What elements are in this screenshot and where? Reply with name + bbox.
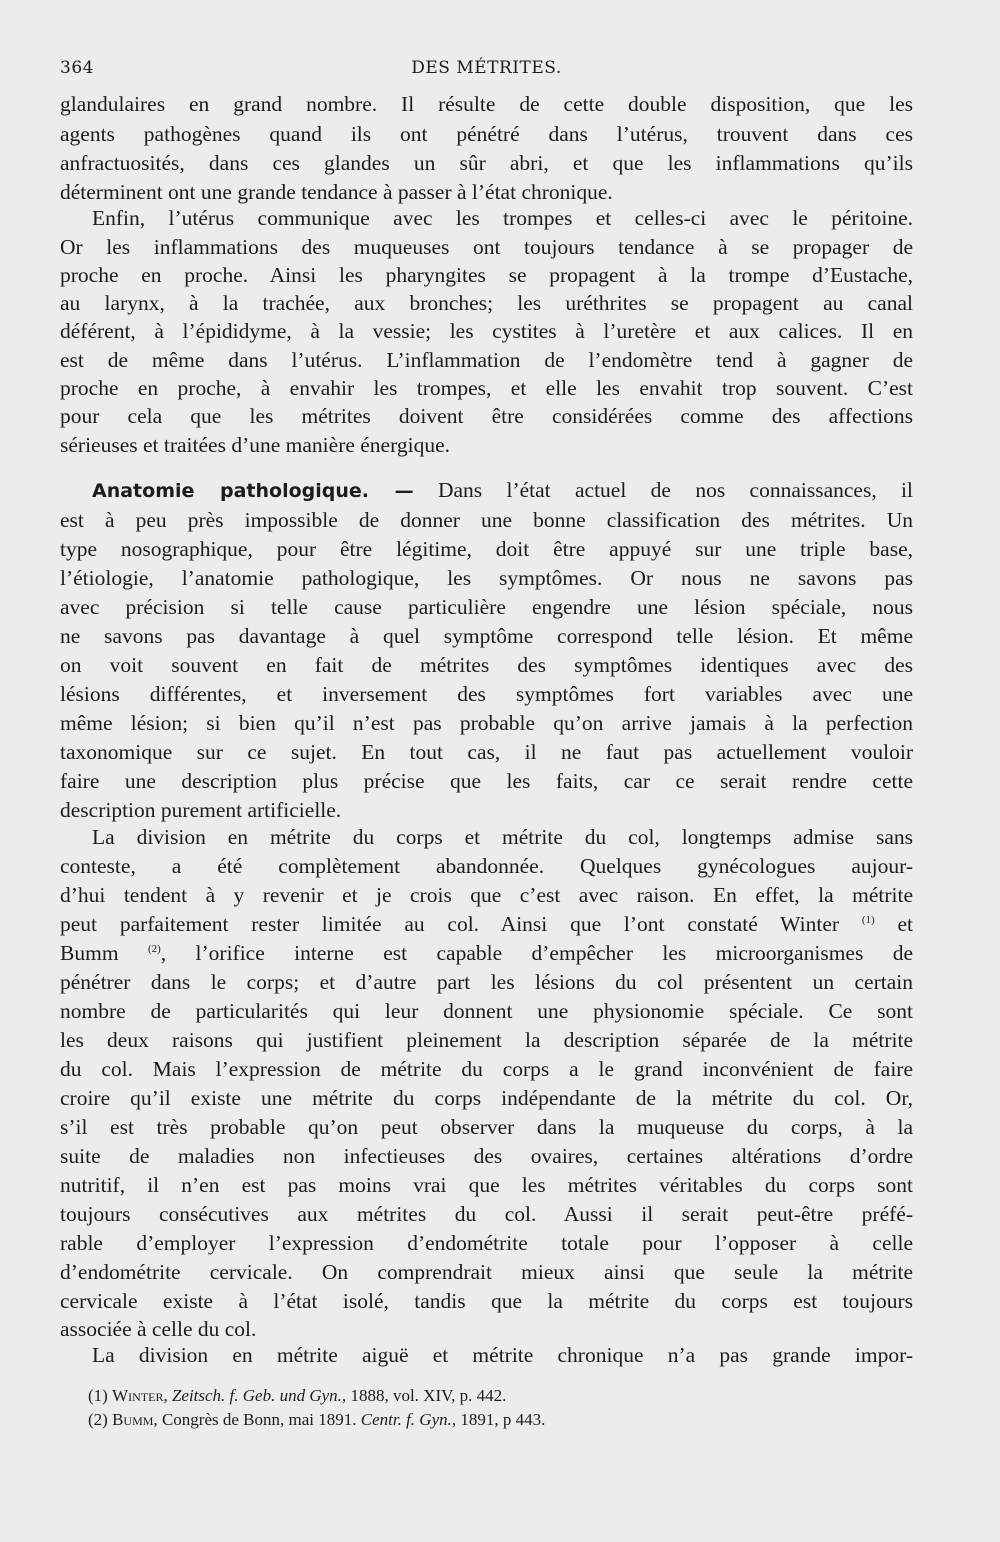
text-segment: Bumm xyxy=(60,941,119,965)
text-line: pour cela que les métrites doivent être considérées comme des affections xyxy=(60,404,913,428)
text-line: agents pathogènes quand ils ont pénétré dans l’utérus, trouvent dans ces xyxy=(60,122,913,146)
text-line: anfractuosités, dans ces glandes un sûr abri, et que les inflammations qu’ils xyxy=(60,151,913,175)
text-line: proche en proche, à envahir les trompes, et elle les envahit trop souvent. C’est xyxy=(60,376,913,400)
text-line: croire qu’il existe une métrite du corps indépendante de la métrite du col. Or, xyxy=(60,1086,913,1110)
text-line: d’endométrite cervicale. On comprendrait mieux ainsi que seule la métrite xyxy=(60,1260,913,1284)
text-line: est de même dans l’utérus. L’inflammation de l’endomètre tend à gagner de xyxy=(60,348,913,372)
text-line: d’hui tendent à y revenir et je crois que c’est avec raison. En effet, la métrite xyxy=(60,883,913,907)
text-line: on voit souvent en fait de métrites des symptômes identiques avec des xyxy=(60,653,913,677)
text-line: toujours consécutives aux métrites du col. Aussi il serait peut-être préfé- xyxy=(60,1202,913,1226)
text-line: cervicale existe à l’état isolé, tandis que la métrite du corps est toujours xyxy=(60,1289,913,1313)
text-line: nutritif, il n’en est pas moins vrai que les métrites véritables du corps sont xyxy=(60,1173,913,1197)
text-line: conteste, a été complètement abandonnée. Quelques gynécologues aujour- xyxy=(60,854,913,878)
text-line: s’il est très probable qu’on peut observer dans la muqueuse du corps, à la xyxy=(60,1115,913,1139)
section-heading-line xyxy=(92,475,913,505)
text-line: est à peu près impossible de donner une bonne classification des métrites. Un xyxy=(60,508,913,532)
footnote-ref: (2) xyxy=(147,942,161,955)
text-line: du col. Mais l’expression de métrite du corps a le grand inconvénient de faire xyxy=(60,1057,913,1081)
text-line: même lésion; si bien qu’il n’est pas probable qu’on arrive jamais à la perfection xyxy=(60,711,913,735)
text-line: les deux raisons qui justifient pleinement la description séparée de la métrite xyxy=(60,1028,913,1052)
text-line: rable d’employer l’expression d’endométrite totale pour l’opposer à celle xyxy=(60,1231,913,1255)
section-heading-continuation: Dans l’état actuel de nos connaissances, il xyxy=(437,478,913,502)
text-segment: peut parfaitement rester limitée au col. Ainsi que l’ont constaté Winter xyxy=(60,912,840,936)
text-line: ne savons pas davantage à quel symptôme correspond telle lésion. Et même xyxy=(60,624,913,648)
text-line: La division en métrite aiguë et métrite chronique n’a pas grande impor- xyxy=(92,1343,913,1367)
footnote-2 xyxy=(88,1408,908,1432)
running-title: DES MÉTRITES. xyxy=(411,58,562,78)
footnote-ref: (1) xyxy=(861,913,875,926)
text-line: taxonomique sur ce sujet. En tout cas, il ne faut pas actuellement vouloir xyxy=(60,740,913,764)
text-line xyxy=(60,938,913,968)
text-line: déférent, à l’épididyme, à la vessie; les cystites à l’uretère et aux calices. Il en xyxy=(60,319,913,343)
text-line: Or les inflammations des muqueuses ont toujours tendance à se propager de xyxy=(60,235,913,259)
footnote-author: Bumm, xyxy=(112,1410,158,1429)
text-line: associée à celle du col. xyxy=(60,1317,257,1341)
footnote-text: Congrès de Bonn, mai 1891. xyxy=(161,1410,357,1429)
text-line: suite de maladies non infectieuses des ovaires, certaines altérations d’ordre xyxy=(60,1144,913,1168)
text-line xyxy=(60,909,913,939)
text-line: avec précision si telle cause particulière engendre une lésion spéciale, nous xyxy=(60,595,913,619)
text-line: au larynx, à la trachée, aux bronches; les uréthrites se propagent au canal xyxy=(60,291,913,315)
text-line: lésions différentes, et inversement des symptômes fort variables avec une xyxy=(60,682,913,706)
text-line: l’étiologie, l’anatomie pathologique, les symptômes. Or nous ne savons pas xyxy=(60,566,913,590)
footnote-1 xyxy=(88,1384,908,1408)
section-heading: Anatomie pathologique. — xyxy=(92,480,414,502)
footnote-rest: 1891, p 443. xyxy=(460,1410,546,1429)
footnote-author: Winter, xyxy=(112,1386,168,1405)
text-line: faire une description plus précise que les faits, car ce serait rendre cette xyxy=(60,769,913,793)
text-line: type nosographique, pour être légitime, doit être appuyé sur une triple base, xyxy=(60,537,913,561)
text-line: Enfin, l’utérus communique avec les trompes et celles-ci avec le péritoine. xyxy=(92,206,913,230)
footnote-journal: Centr. f. Gyn., xyxy=(360,1410,457,1429)
footnote-journal: Zeitsch. f. Geb. und Gyn., xyxy=(171,1386,347,1405)
footnote-marker: (1) xyxy=(88,1386,108,1405)
text-line: proche en proche. Ainsi les pharyngites se propagent à la trompe d’Eustache, xyxy=(60,263,913,287)
text-line: glandulaires en grand nombre. Il résulte de cette double disposition, que les xyxy=(60,92,913,116)
text-segment: et xyxy=(897,912,913,936)
running-header xyxy=(60,58,913,84)
text-line: La division en métrite du corps et métrite du col, longtemps admise sans xyxy=(92,825,913,849)
text-line: pénétrer dans le corps; et d’autre part les lésions du col présentent un certain xyxy=(60,970,913,994)
text-line: nombre de particularités qui leur donnent une physionomie spéciale. Ce sont xyxy=(60,999,913,1023)
text-line: description purement artificielle. xyxy=(60,798,342,822)
text-segment: , l’orifice interne est capable d’empêcher les microorganismes de xyxy=(160,941,913,965)
footnote-marker: (2) xyxy=(88,1410,108,1429)
text-line: sérieuses et traitées d’une manière énergique. xyxy=(60,433,451,457)
footnote-rest: 1888, vol. XIV, p. 442. xyxy=(350,1386,507,1405)
text-line: déterminent ont une grande tendance à passer à l’état chronique. xyxy=(60,180,613,204)
page-number: 364 xyxy=(60,58,94,78)
